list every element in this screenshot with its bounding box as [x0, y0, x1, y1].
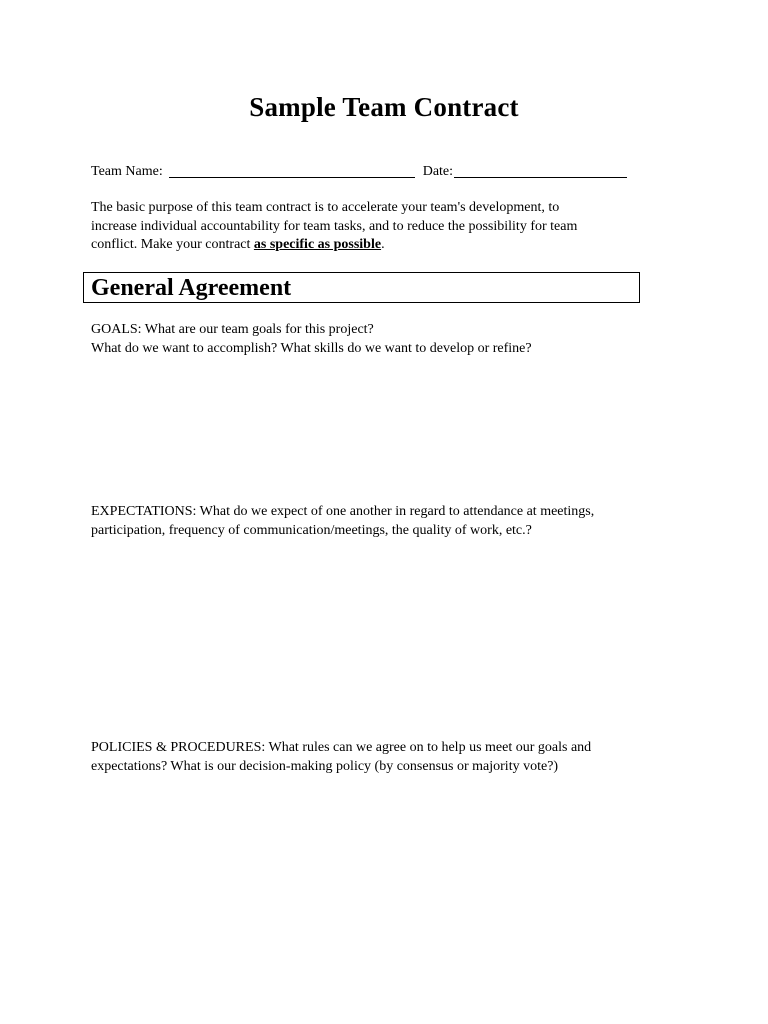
goals-line-1: GOALS: What are our team goals for this project?: [91, 322, 374, 337]
intro-line-3: [91, 236, 671, 255]
general-agreement-box: [83, 272, 640, 303]
intro-paragraph: [91, 199, 671, 255]
policies-line-2: expectations? What is our decision-making policy (by consensus or majority vote?): [91, 758, 559, 774]
team-name-date-row: [91, 163, 691, 182]
intro-emphasis: as specific as possible: [253, 237, 382, 252]
expectations-line-2: participation, frequency of communication/meetings, the quality of work, etc.?: [91, 522, 532, 538]
document-title: Sample Team Contract: [249, 92, 519, 122]
expectations-line-1: EXPECTATIONS: What do we expect of one another in regard to attendance at meetings,: [91, 504, 595, 519]
team-name-label: Team Name:: [91, 164, 163, 179]
intro-line-2: increase individual accountability for team tasks, and to reduce the possibility for team: [91, 218, 578, 234]
intro-line-3-prefix: conflict. Make your contract: [91, 237, 254, 252]
policies-prompt: [91, 739, 691, 776]
intro-line-3-suffix: .: [381, 237, 385, 252]
policies-line-1: POLICIES & PROCEDURES: What rules can we agree on to help us meet our goals and: [91, 740, 592, 755]
date-label: Date:: [422, 164, 454, 179]
goals-line-2: What do we want to accomplish? What skills do we want to develop or refine?: [91, 340, 532, 356]
team-name-blank[interactable]: [169, 163, 415, 178]
intro-line-1: The basic purpose of this team contract is to accelerate your team's development, to: [91, 200, 560, 215]
section-heading: General Agreement: [91, 275, 292, 301]
date-blank[interactable]: [454, 163, 627, 178]
expectations-prompt: [91, 503, 691, 540]
goals-prompt: [91, 321, 691, 358]
